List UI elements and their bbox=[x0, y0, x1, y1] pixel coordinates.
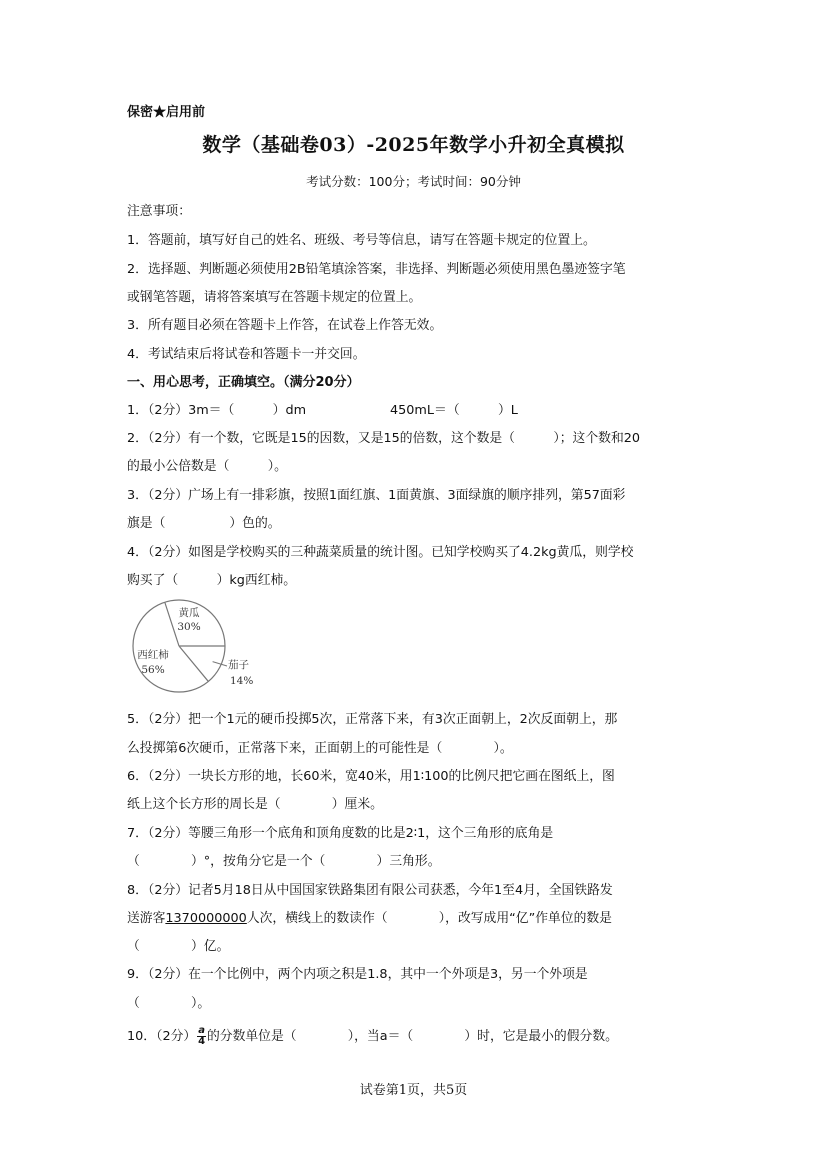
pie-slice-boundary-西红柿 bbox=[179, 646, 208, 681]
note-item: 4．考试结束后将试卷和答题卡一并交回。 bbox=[127, 347, 366, 362]
underlined-number: 1370000000 bbox=[165, 911, 247, 926]
question-6-line1: 6．（2分）一块长方形的地，长60米，宽40米，用1∶100的比例尺把它画在图纸上，图 bbox=[127, 769, 615, 784]
section-heading: 一、用心思考，正确填空。（满分20分） bbox=[127, 375, 360, 390]
pie-value-黄瓜: 30% bbox=[177, 621, 201, 633]
question-9-line1: 9．（2分）在一个比例中，两个内项之积是1.8，其中一个外项是3，另一个外项是 bbox=[127, 967, 588, 982]
fraction-a-over-4 bbox=[197, 1026, 206, 1047]
question-10-text: 的分数单位是（ ），当a＝（ ）时，它是最小的假分数。 bbox=[206, 1029, 618, 1044]
question-8-line2 bbox=[127, 907, 612, 926]
page-title: 数学（基础卷03）-2025年数学小升初全真模拟 bbox=[202, 134, 625, 156]
pie-leader-line bbox=[213, 662, 227, 666]
question-6-line2: 纸上这个长方形的周长是（ ）厘米。 bbox=[127, 797, 383, 812]
question-4-line2: 购买了（ ）kg西红柿。 bbox=[127, 573, 297, 588]
question-1a: 1．（2分）3m＝（ ）dm bbox=[127, 403, 307, 418]
notes-heading: 注意事项： bbox=[127, 204, 191, 219]
note-item: 3．所有题目必须在答题卡上作答，在试卷上作答无效。 bbox=[127, 318, 443, 333]
question-1b: 450mL＝（ ）L bbox=[390, 403, 518, 418]
question-8-line1: 8．（2分）记者5月18日从中国国家铁路集团有限公司获悉，今年1至4月，全国铁路发 bbox=[127, 883, 613, 898]
question-9-line2: （ ）。 bbox=[127, 996, 211, 1011]
question-5-line1: 5．（2分）把一个1元的硬币投掷5次，正常落下来，有3次正面朝上，2次反面朝上，那 bbox=[127, 712, 618, 727]
page-footer: 试卷第1页，共5页 bbox=[359, 1083, 468, 1098]
question-10 bbox=[127, 1025, 618, 1047]
exam-info: 考试分数：100分；考试时间：90分钟 bbox=[306, 174, 521, 189]
note-item: 1．答题前，填写好自己的姓名、班级、考号等信息，请写在答题卡规定的位置上。 bbox=[127, 233, 596, 248]
pie-label-黄瓜: 黄瓜 bbox=[178, 607, 200, 619]
question-3-line1: 3．（2分）广场上有一排彩旗，按照1面红旗、1面黄旗、3面绿旗的顺序排列，第57面彩 bbox=[127, 488, 626, 503]
confidential-label: 保密★启用前 bbox=[127, 105, 206, 120]
question-10-prefix: 10．（2分） bbox=[127, 1029, 197, 1044]
fraction-numerator: a bbox=[198, 1025, 205, 1036]
question-8-text-a: 送游客 bbox=[127, 911, 166, 926]
pie-value-茄子: 14% bbox=[230, 675, 254, 687]
pie-label-茄子: 茄子 bbox=[228, 659, 249, 671]
pie-label-西红柿: 西红柿 bbox=[137, 649, 169, 661]
pie-value-西红柿: 56% bbox=[141, 664, 165, 676]
question-8-text-b: 人次，横线上的数读作（ ），改写成用“亿”作单位的数是 bbox=[246, 911, 612, 926]
question-2-line2: 的最小公倍数是（ ）。 bbox=[127, 459, 287, 474]
question-7-line2: （ ）°，按角分它是一个（ ）三角形。 bbox=[127, 854, 441, 869]
note-item: 2．选择题、判断题必须使用2B铅笔填涂答案，非选择、判断题必须使用黑色墨迹签字笔 bbox=[127, 262, 626, 277]
vegetable-pie-chart bbox=[124, 598, 264, 698]
fraction-denominator: 4 bbox=[198, 1036, 206, 1047]
question-2-line1: 2．（2分）有一个数，它既是15的因数，又是15的倍数，这个数是（ ）；这个数和20 bbox=[127, 431, 641, 446]
question-3-line2: 旗是（ ）色的。 bbox=[127, 516, 281, 531]
question-7-line1: 7．（2分）等腰三角形一个底角和顶角度数的比是2∶1，这个三角形的底角是 bbox=[127, 826, 554, 841]
note-item: 或钢笔答题，请将答案填写在答题卡规定的位置上。 bbox=[127, 290, 422, 305]
question-5-line2: 么投掷第6次硬币，正常落下来，正面朝上的可能性是（ ）。 bbox=[127, 741, 513, 756]
question-8-line3: （ ）亿。 bbox=[127, 939, 230, 954]
question-4-line1: 4．（2分）如图是学校购买的三种蔬菜质量的统计图。已知学校购买了4.2kg黄瓜，则学校 bbox=[127, 545, 634, 560]
